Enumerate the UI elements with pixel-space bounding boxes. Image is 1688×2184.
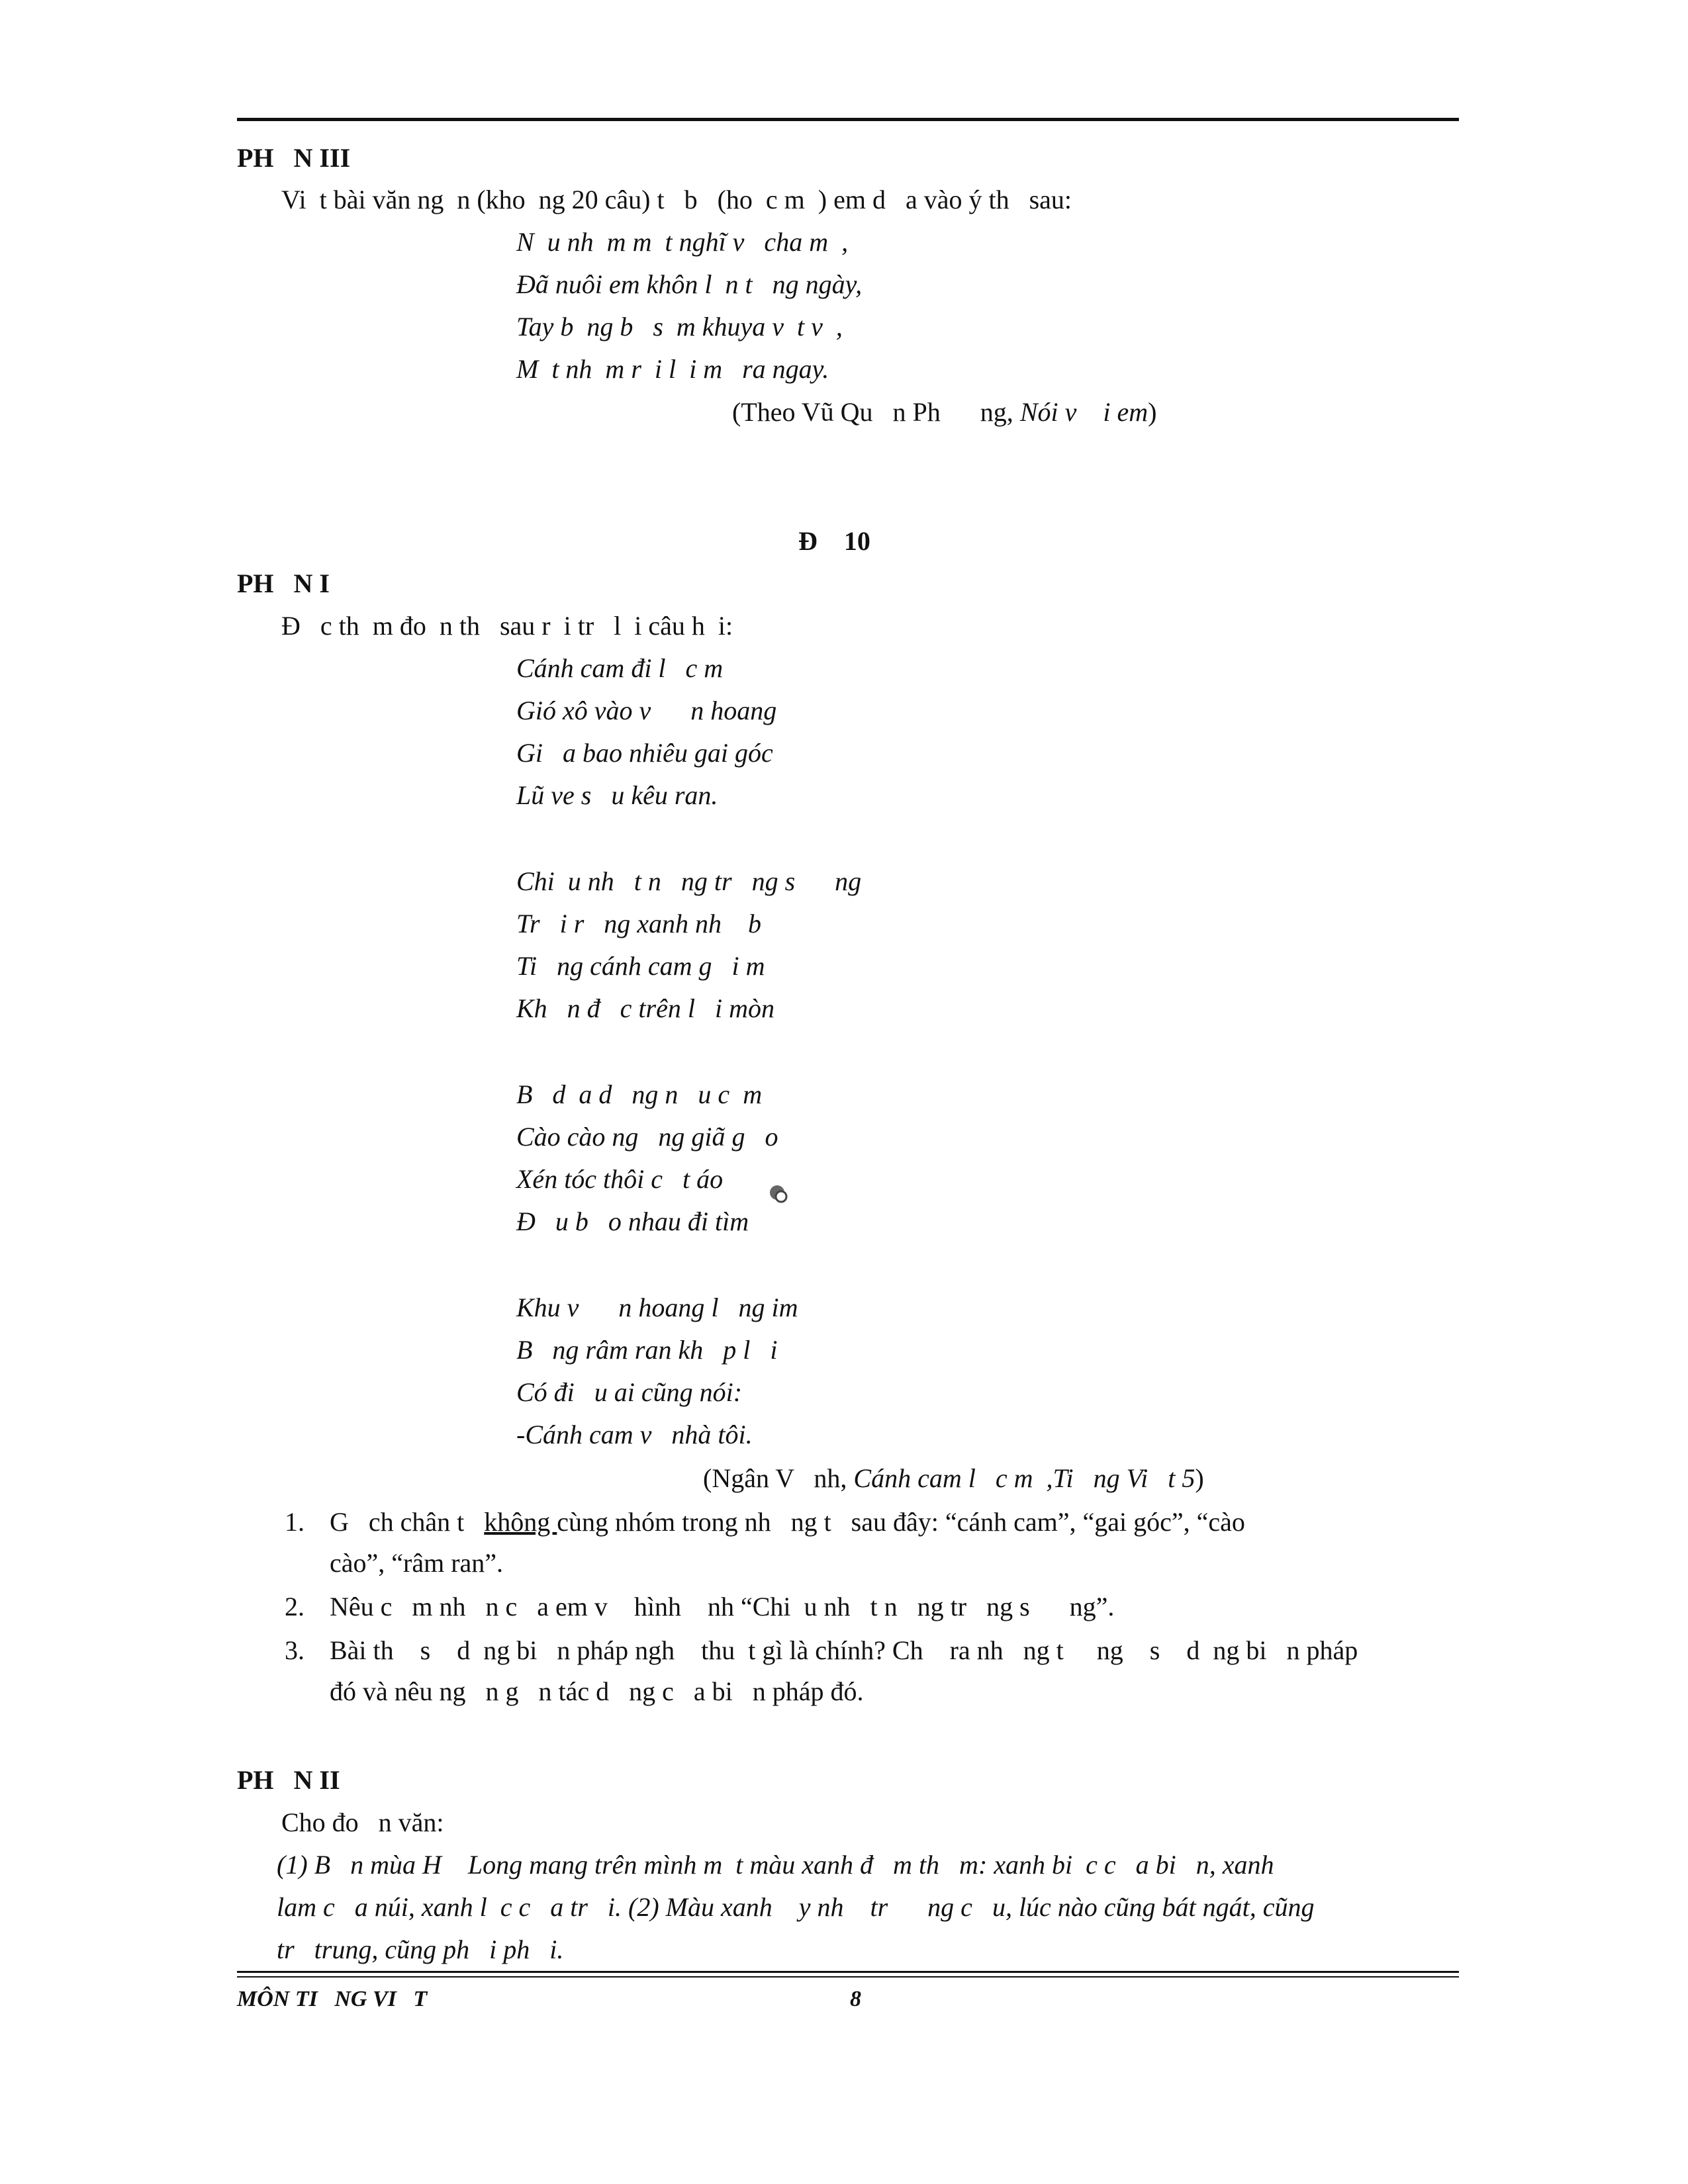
poem-line: Gió xô vào v n hoang <box>516 696 777 725</box>
footer-subject: MÔN TI NG VI T <box>237 1987 428 2011</box>
poem-line: Lũ ve s u kêu ran. <box>516 780 718 810</box>
part3-source-suffix: ) <box>1148 397 1157 427</box>
poem-line: Tr i r ng xanh nh b <box>516 909 762 938</box>
part3-source-prefix: (Theo Vũ Qu n Ph ng, <box>732 397 1020 427</box>
part2-heading: PH N II <box>237 1765 340 1795</box>
part1-heading: PH N I <box>237 569 330 598</box>
part2-instruction: Cho đo n văn: <box>281 1807 444 1837</box>
poem-line: Xén tóc thôi c t áo <box>516 1164 724 1194</box>
part3-poem-line: Tay b ng b s m khuya v t v , <box>516 312 843 341</box>
question-text-part: cùng nhóm trong nh ng t sau đây: “cánh cam”, “gai góc”, “cào <box>557 1507 1245 1537</box>
poem-line: Kh n đ c trên l i mòn <box>516 993 774 1023</box>
question-text: Nêu c m nh n c a em v hình nh “Chi u nh t n ng tr ng s ng”. <box>330 1592 1115 1621</box>
poem-line: -Cánh cam v nhà tôi. <box>516 1420 753 1449</box>
part3-source <box>732 399 1156 426</box>
poem-line: Khu v n hoang l ng im <box>516 1293 798 1322</box>
question-number: 2. <box>285 1592 305 1621</box>
poem-line: Cào cào ng ng giã g o <box>516 1122 778 1152</box>
header-rule-thick <box>237 118 1459 121</box>
part1-source-prefix: (Ngân V nh, <box>703 1463 854 1493</box>
part3-poem-line: Đã nuôi em khôn l n t ng ngày, <box>516 269 863 299</box>
part3-poem-line: M t nh m r i l i m ra ngay. <box>516 354 829 384</box>
poem-line: Cánh cam đi l c m <box>516 653 724 683</box>
question-text: đó và nêu ng n g n tác d ng c a bi n pháp đó. <box>330 1676 864 1706</box>
part3-poem-line: N u nh m m t nghĩ v cha m , <box>516 227 849 257</box>
part1-source-suffix: ) <box>1195 1463 1204 1493</box>
cursor-icon <box>765 1181 792 1207</box>
question-number: 1. <box>285 1507 305 1537</box>
part1-source-title: Cánh cam l c m ,Ti ng Vi t 5 <box>853 1463 1196 1493</box>
poem-line: B d a d ng n u c m <box>516 1079 763 1109</box>
footer-rule-top <box>237 1971 1459 1973</box>
question-text: cào”, “râm ran”. <box>330 1548 504 1578</box>
part3-source-title: Nói v i em <box>1019 397 1149 427</box>
poem-line: Gi a bao nhiêu gai góc <box>516 738 773 768</box>
poem-line: Đ u b o nhau đi tìm <box>516 1206 749 1236</box>
part3-heading: PH N III <box>237 143 351 173</box>
question-underlined-word: không <box>484 1507 557 1537</box>
part1-instruction: Đ c th m đo n th sau r i tr l i câu h i: <box>281 611 733 641</box>
footer-page-number: 8 <box>850 1987 861 2011</box>
poem-line: Chi u nh t n ng tr ng s ng <box>516 866 862 896</box>
part2-paragraph-line: tr trung, cũng ph i ph i. <box>277 1934 564 1964</box>
question-text: Bài th s d ng bi n pháp ngh thu t gì là chính? Ch ra nh ng t ng s d ng bi n pháp <box>330 1635 1358 1665</box>
question-text <box>330 1509 1245 1535</box>
question-number: 3. <box>285 1635 305 1665</box>
part3-instruction: Vi t bài văn ng n (kho ng 20 câu) t b (ho c m ) em d a vào ý th sau: <box>281 185 1072 214</box>
question-text-part: G ch chân t <box>330 1507 485 1537</box>
poem-line: B ng râm ran kh p l i <box>516 1335 778 1365</box>
exam-title: Đ 10 <box>798 526 870 556</box>
part1-source <box>703 1465 1204 1492</box>
part2-paragraph-line: (1) B n mùa H Long mang trên mình m t màu xanh đ m th m: xanh bi c c a bi n, xanh <box>277 1850 1274 1880</box>
poem-line: Ti ng cánh cam g i m <box>516 951 765 981</box>
footer-rule-bottom <box>237 1976 1459 1978</box>
part2-paragraph-line: lam c a núi, xanh l c c a tr i. (2) Màu xanh y nh tr ng c u, lúc nào cũng bát ngát, cũng <box>277 1892 1315 1922</box>
poem-line: Có đi u ai cũng nói: <box>516 1377 743 1407</box>
